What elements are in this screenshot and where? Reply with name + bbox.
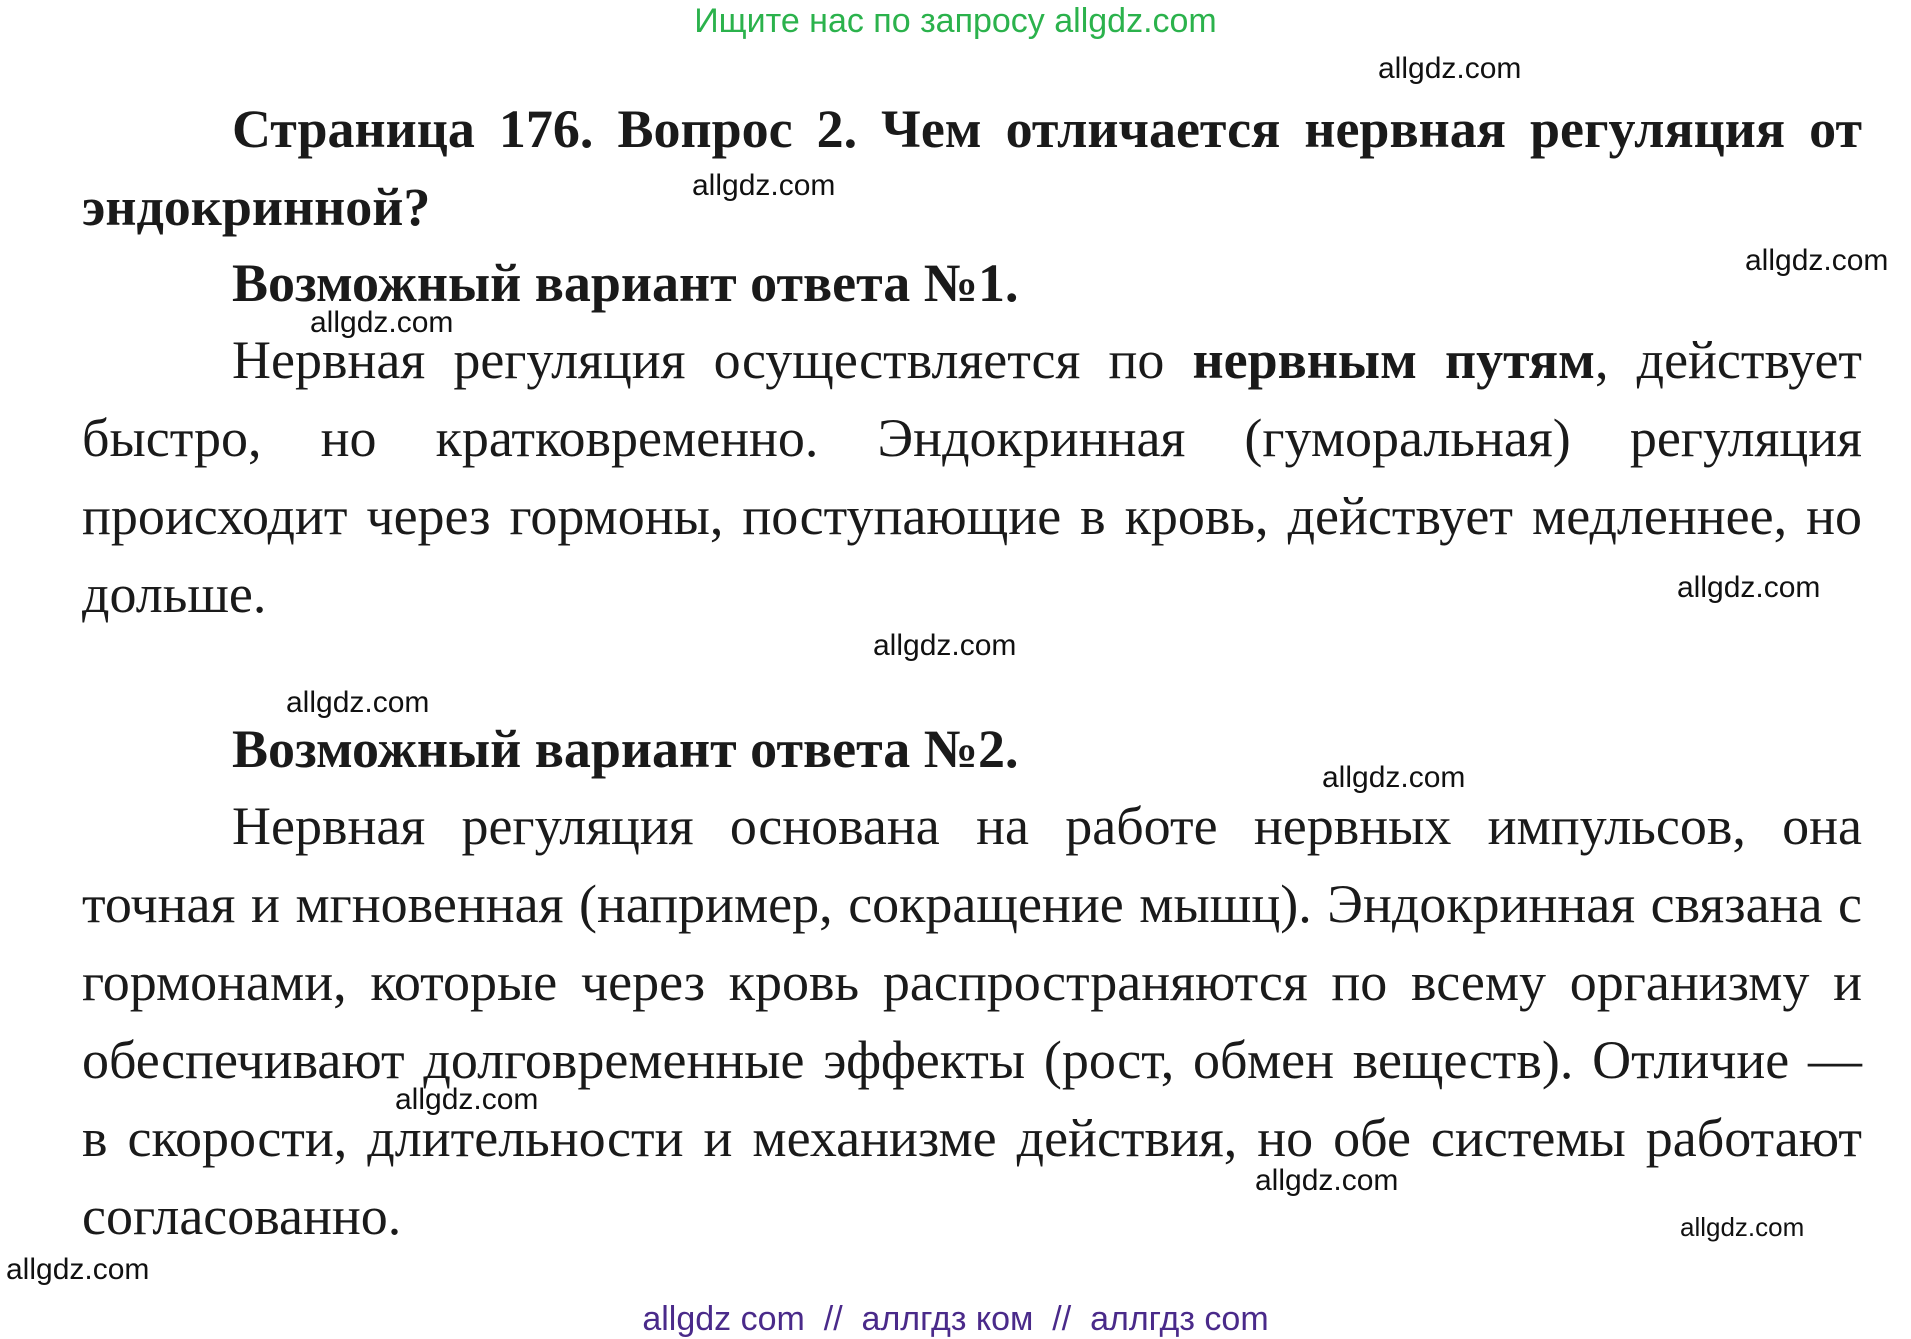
answer1-text-bold: нервным путям [1192, 330, 1595, 390]
watermark: allgdz.com [6, 1253, 150, 1286]
watermark: allgdz.com [1322, 761, 1466, 794]
watermark: allgdz.com [692, 169, 836, 202]
watermark: allgdz.com [873, 629, 1017, 662]
footer-links: allgdz com // аллгдз ком // аллгдз com [642, 1300, 1269, 1338]
question-title: Страница 176. Вопрос 2. Чем отличается нервная регуляция от эндокринной? [82, 99, 1862, 237]
answer1-heading: Возможный вариант ответа №1. [232, 253, 1019, 313]
watermark: allgdz.com [1680, 1212, 1805, 1242]
watermark: allgdz.com [286, 686, 430, 719]
top-banner: Ищите нас по запросу allgdz.com [694, 2, 1217, 40]
watermark: allgdz.com [1255, 1164, 1399, 1197]
watermark: allgdz.com [1677, 571, 1821, 604]
watermark: allgdz.com [1745, 244, 1889, 277]
answer1-text-part1: Нервная регуляция осуществляется по [232, 330, 1193, 390]
answer2-text: Нервная регуляция основана на работе нервных импульсов, она точная и мгновенная (например, сокращение мышц). Эндокринная связана с гормонами, которые через кровь распространяются по всему организму и обеспечивают долговременные эффекты (рост, обмен веществ). Отличие — в скорости, длительности и механизме действия, но обе системы работают согласованно. [82, 796, 1862, 1246]
answer2-heading: Возможный вариант ответа №2. [232, 719, 1019, 779]
answer1-text-part2: , действует быстро, но кратковременно. Эндокринная (гуморальная) регуляция происходит через гормоны, поступающие в кровь, действует медленнее, но дольше. [82, 330, 1863, 624]
watermark: allgdz.com [395, 1083, 539, 1116]
watermark: allgdz.com [310, 306, 454, 339]
watermark: allgdz.com [1378, 52, 1522, 85]
answer1-text [82, 321, 1862, 633]
